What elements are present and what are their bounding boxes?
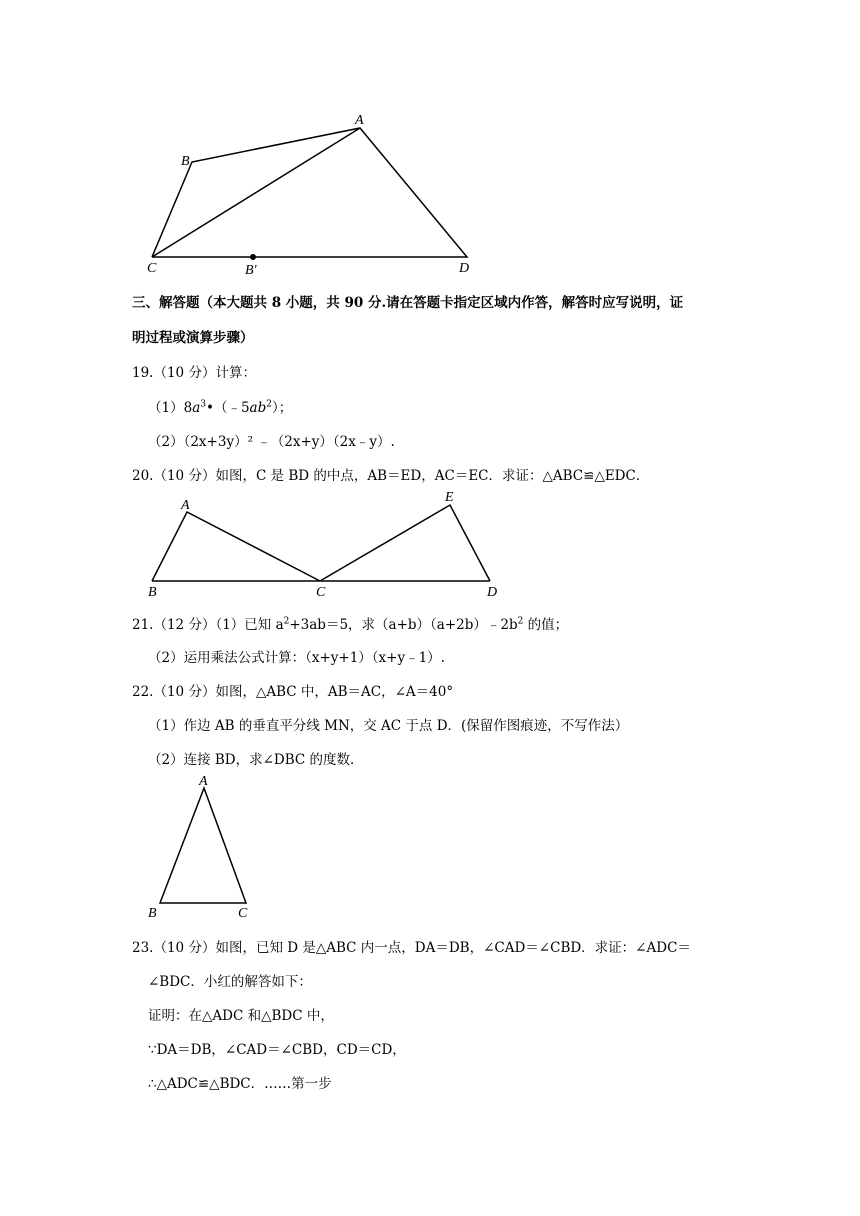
label-d: D	[487, 585, 498, 600]
q23-line3: 证明：在△ADC 和△BDC 中，	[148, 1008, 334, 1024]
q21-part1: 21.（12 分）（1）已知 $a^2+3ab=5$，求$(a+b)(a+2b)﹣2b^2$ 的值；	[132, 616, 569, 633]
section-header-line2: 明过程或演算步骤）	[132, 330, 254, 346]
q19-part2: （2）（2x+3y）² ﹣（2x+y）（2x﹣y）.	[148, 434, 395, 450]
label-c: C	[238, 906, 248, 921]
q23-line5: ∴△ADC≌△BDC．……第一步	[148, 1076, 332, 1092]
label-a: A	[355, 113, 364, 128]
q23-line2: ∠BDC．小红的解答如下：	[148, 974, 312, 990]
q20-text: 20.（10 分）如图，C 是 BD 的中点，AB＝ED，AC＝EC．求证：△ABC≌△EDC．	[132, 468, 650, 484]
q19-part1: $(1)8a^3•(﹣5ab^2)$；	[148, 399, 293, 416]
q23-line4: ∵DA＝DB，∠CAD＝∠CBD，CD＝CD，	[148, 1042, 406, 1058]
q22-part1: （1）作边 AB 的垂直平分线 MN，交 AC 于点 D．(保留作图痕迹，不写作法）	[148, 718, 629, 734]
label-c: C	[147, 261, 157, 276]
label-c: C	[316, 585, 326, 600]
label-a: A	[199, 774, 208, 789]
section-header-line1: 三、解答题（本大题共 8 小题，共 90 分.请在答题卡指定区域内作答，解答时应写说明，证	[132, 295, 684, 311]
label-d: D	[459, 261, 470, 276]
q22-head: 22.（10 分）如图，△ABC 中，AB＝AC，∠A＝40°	[132, 684, 454, 700]
triangle-abc	[160, 788, 246, 903]
q22-part2: （2）连接 BD，求∠DBC 的度数．	[148, 752, 364, 768]
label-bprime: B′	[245, 263, 257, 278]
q21-part2: （2）运用乘法公式计算：（x+y+1）（x+y﹣1）.	[148, 650, 445, 666]
label-b: B	[148, 906, 157, 921]
q23-line1: 23.（10 分）如图，已知 D 是△ABC 内一点，DA＝DB，∠CAD＝∠CBD．求证：∠ADC＝	[132, 940, 691, 956]
label-e: E	[445, 490, 454, 505]
label-b: B	[181, 154, 190, 169]
label-a: A	[181, 498, 190, 513]
q19-head: 19.（10 分）计算：	[132, 365, 256, 381]
label-b: B	[148, 585, 157, 600]
